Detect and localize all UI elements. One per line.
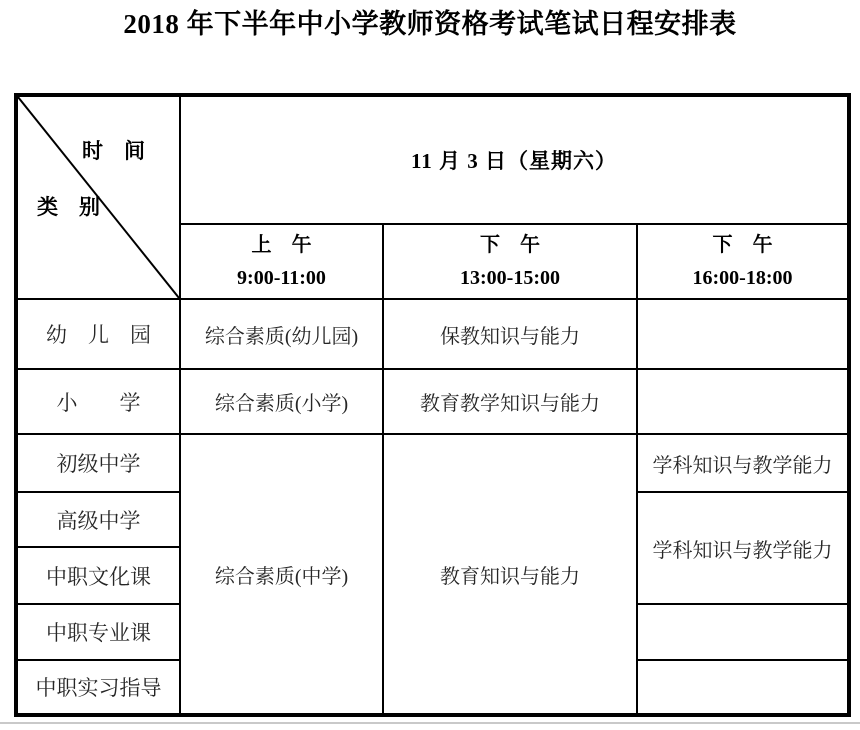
- subject-cell-primary-morning: 综合素质(小学): [180, 369, 383, 434]
- subject-cell-kindergarten-morning: 综合素质(幼儿园): [180, 299, 383, 369]
- date-header-cell: 11 月 3 日（星期六）: [180, 95, 849, 224]
- subject-cell-vocational-professional-late: [637, 604, 849, 660]
- session-period-label: 下 午: [712, 234, 773, 256]
- table-row-junior-secondary: [16, 434, 849, 492]
- corner-time-label: 时 间: [82, 139, 145, 163]
- session-period-label: 上 午: [251, 234, 312, 256]
- subject-cell-junior-secondary-late: 学科知识与教学能力: [637, 434, 849, 492]
- subject-cell-vocational-internship-late: [637, 660, 849, 715]
- session-period-label: 下 午: [480, 234, 540, 256]
- subject-cell-primary-afternoon: 教育教学知识与能力: [383, 369, 637, 434]
- category-cell-kindergarten: 幼 儿 园: [16, 299, 180, 369]
- subject-cell-senior-vocational-late-merged: 学科知识与教学能力: [637, 492, 849, 604]
- subject-cell-secondary-morning-merged: 综合素质(中学): [180, 434, 383, 715]
- session-header-afternoon: [383, 224, 637, 299]
- subject-cell-kindergarten-afternoon: 保教知识与能力: [383, 299, 637, 369]
- table-row-kindergarten: [16, 299, 849, 369]
- category-cell-primary: 小 学: [16, 369, 180, 434]
- corner-category-label: 类 别: [37, 195, 100, 219]
- session-time-label: 16:00-18:00: [692, 267, 793, 289]
- subject-cell-secondary-afternoon-merged: 教育知识与能力: [383, 434, 637, 715]
- category-cell-senior-secondary: 高级中学: [16, 492, 180, 547]
- exam-schedule-table: [14, 93, 851, 717]
- category-cell-junior-secondary: 初级中学: [16, 434, 180, 492]
- category-cell-vocational-professional: 中职专业课: [16, 604, 180, 660]
- session-time-label: 13:00-15:00: [460, 267, 560, 289]
- session-time-label: 9:00-11:00: [237, 267, 326, 289]
- category-cell-vocational-culture: 中职文化课: [16, 547, 180, 604]
- corner-header-cell: [16, 95, 180, 299]
- subject-cell-primary-late: [637, 369, 849, 434]
- subject-cell-kindergarten-late: [637, 299, 849, 369]
- category-cell-vocational-internship: 中职实习指导: [16, 660, 180, 715]
- table-row-primary: [16, 369, 849, 434]
- bottom-divider-line: [0, 722, 860, 724]
- session-header-morning: [180, 224, 383, 299]
- session-header-late-afternoon: [637, 224, 849, 299]
- page-title: 2018 年下半年中小学教师资格考试笔试日程安排表: [123, 9, 737, 39]
